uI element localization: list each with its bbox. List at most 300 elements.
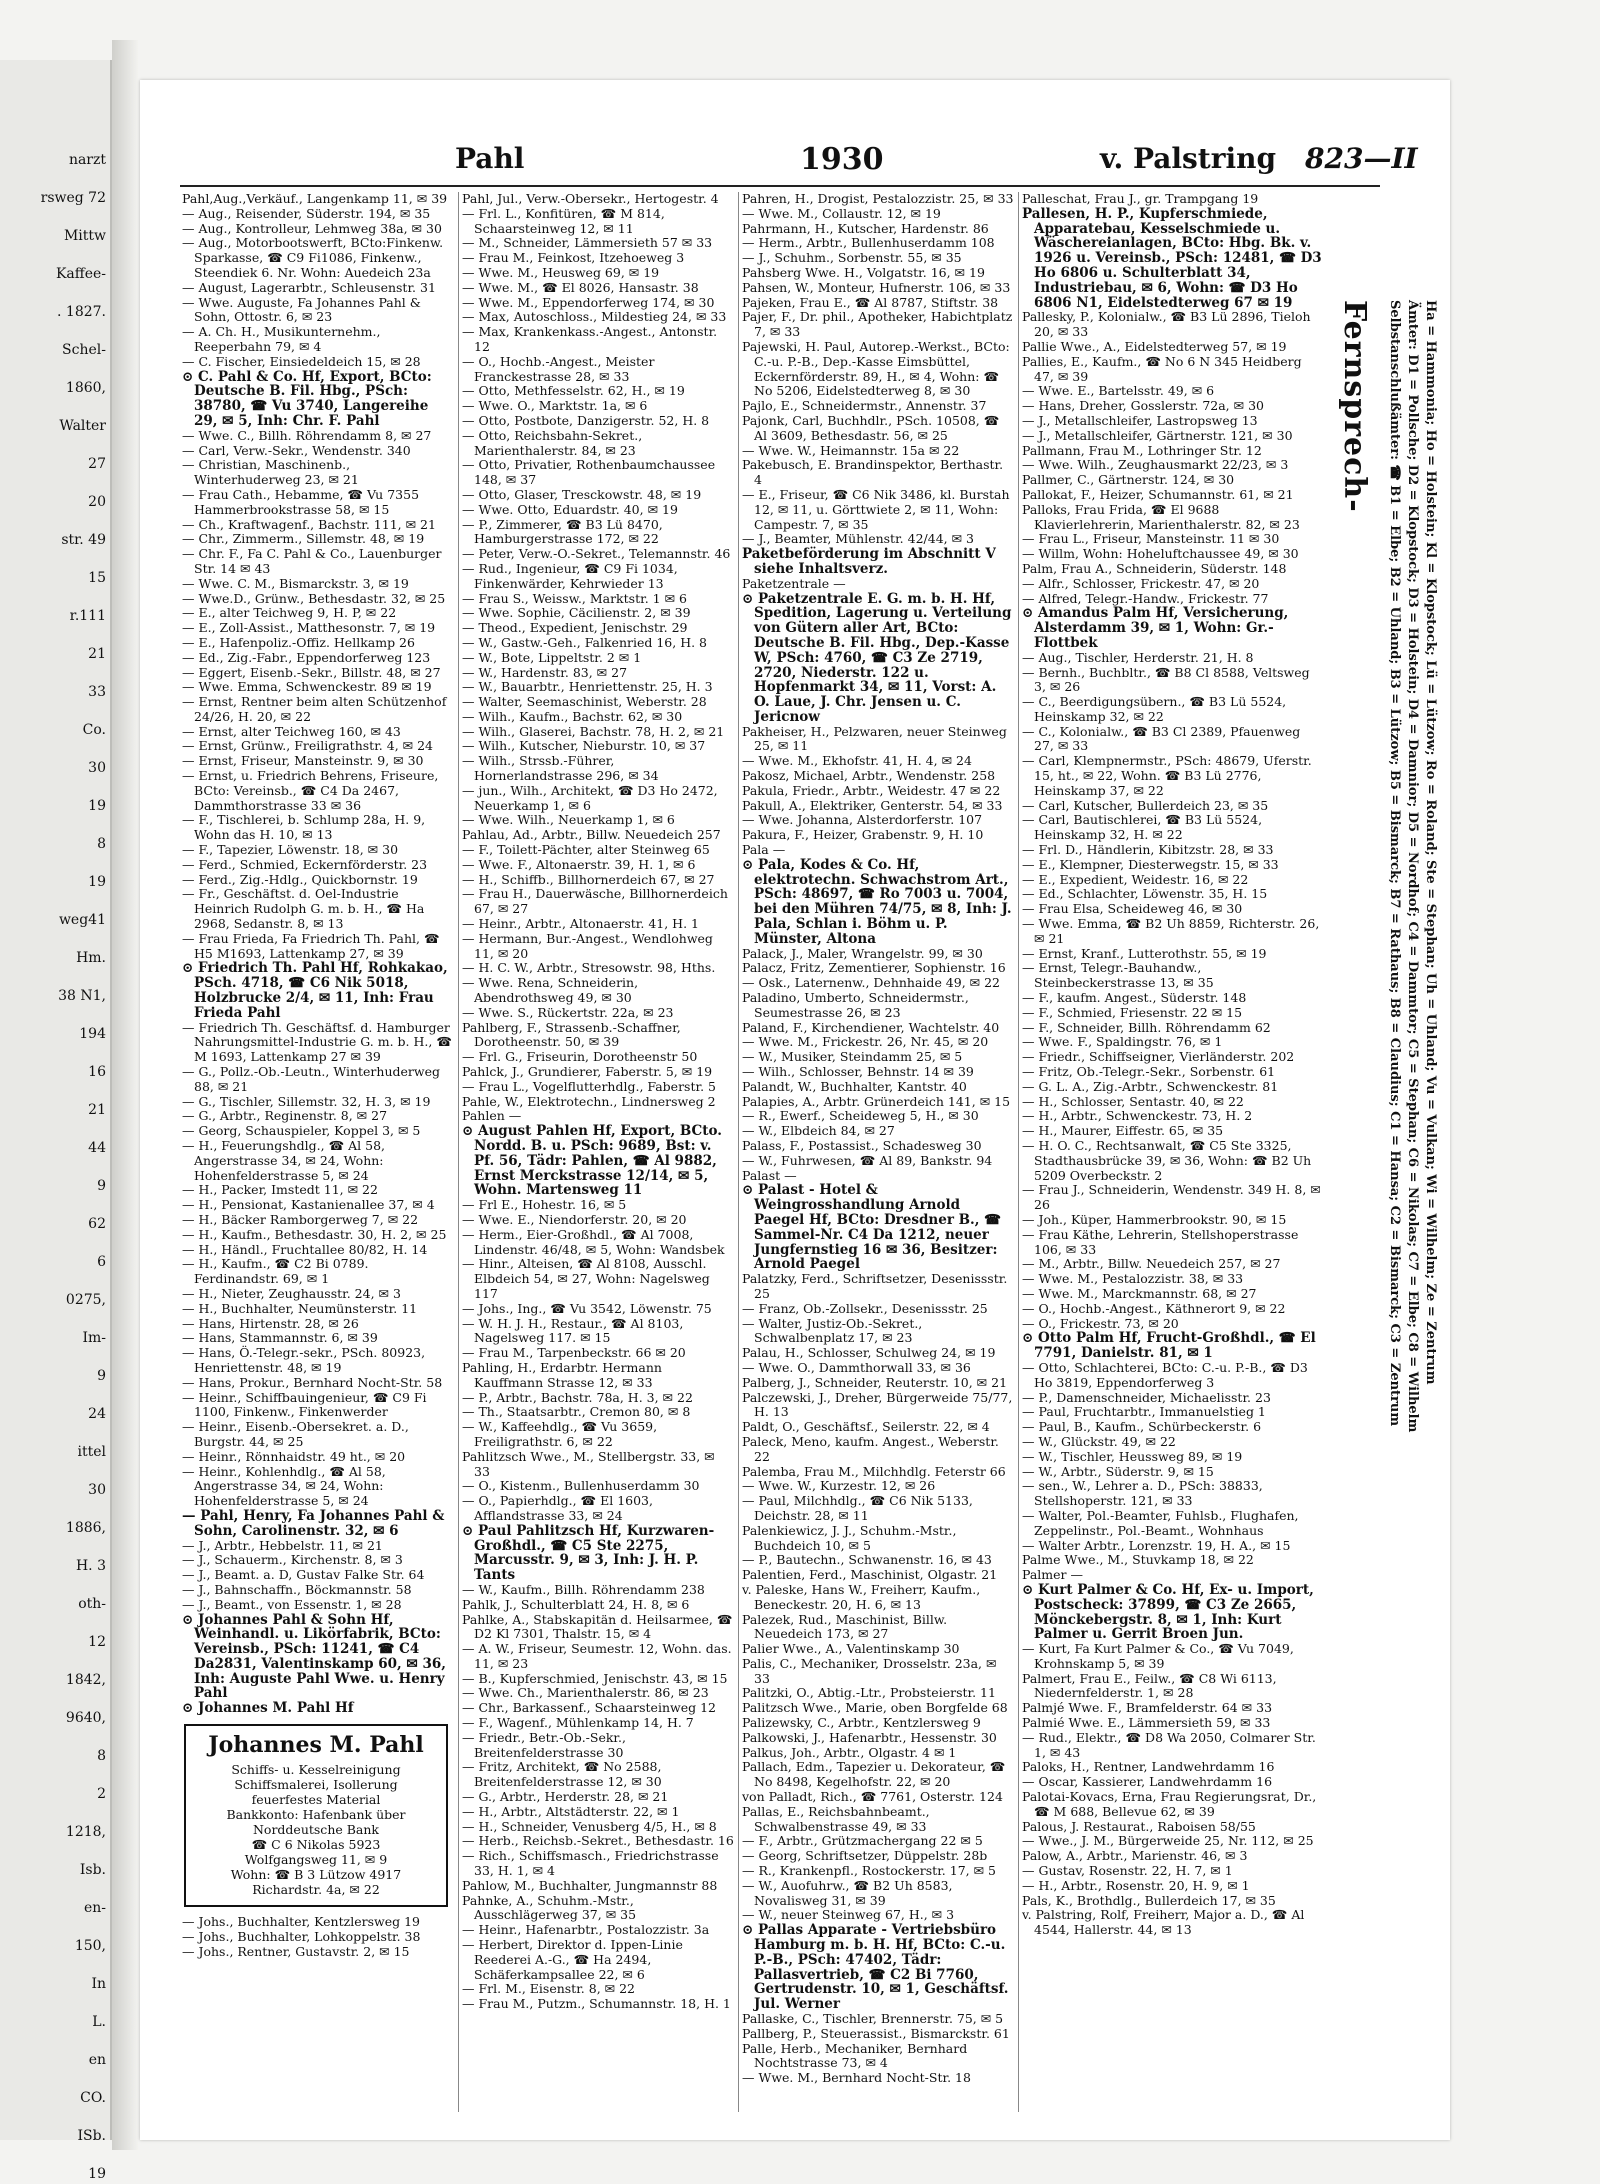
- directory-entry: Palenkiewicz, J. J., Schuhm.-Mstr., Buchdeich 10, ✉ 5: [742, 1522, 957, 1553]
- directory-entry: Palemba, Frau M., Milchhdlg. Feterstr 66: [742, 1463, 1006, 1479]
- directory-entry: — Theod., Expedient, Jenischstr. 29: [462, 620, 688, 636]
- directory-entry: Palme Wwe., M., Stuvkamp 18, ✉ 22: [1022, 1552, 1254, 1568]
- directory-entry: — Hans, Dreher, Gosslerstr. 72a, ✉ 30: [1022, 398, 1264, 414]
- directory-entry: — Frau Frieda, Fa Friedrich Th. Pahl, ☎ H5 M1693, Lattenkamp 27, ✉ 39: [182, 930, 440, 961]
- column-4-entries: [1022, 192, 1322, 1938]
- directory-entry: — J., Metallschleifer, Gärtnerstr. 121, ✉ 30: [1022, 427, 1293, 443]
- directory-entry: — Frau H., Dauerwäsche, Billhornerdeich 67, ✉ 27: [462, 886, 728, 917]
- directory-entry: — Johs., Rentner, Gustavstr. 2, ✉ 15: [182, 1943, 410, 1959]
- directory-entry: — Georg, Schriftsetzer, Düppelstr. 28b: [742, 1848, 988, 1864]
- directory-entry: — Rud., Elektr., ☎ D8 Wa 2050, Colmarer Str. 1, ✉ 43: [1022, 1729, 1316, 1760]
- directory-entry: — Hans, Ö.-Telegr.-sekr., PSch. 80923, Henriettenstr. 48, ✉ 19: [182, 1345, 426, 1375]
- advertisement-line: Wohn: ☎ B 3 Lützow 4917: [230, 1867, 402, 1883]
- directory-entry: — Hans, Stammannstr. 6, ✉ 39: [182, 1330, 378, 1346]
- directory-entry: — J., Arbtr., Hebbelstr. 11, ✉ 21: [182, 1537, 383, 1553]
- directory-entry: — Aug., Tischler, Herderstr. 21, H. 8: [1022, 649, 1254, 665]
- directory-entry: — A. W., Friseur, Seumestr. 12, Wohn. das. 11, ✉ 23: [462, 1641, 732, 1671]
- directory-entry: ⊙ Pala, Kodes & Co. Hf, elektrotechn. Schwachstrom Art., PSch: 48697, ☎ Ro 7003 u. 7004, bei den Mühren 74/75, ✉ 8, Inh: J. Pala, Schlan i. Böhm u. P. Münster, Altona: [742, 856, 1012, 947]
- directory-entry: — Ed., Schlachter, Löwenstr. 35, H. 15: [1022, 886, 1268, 902]
- previous-page-fragment: 9: [97, 1178, 106, 1194]
- directory-entry: — R., Krankenpfl., Rostockerstr. 17, ✉ 5: [742, 1863, 996, 1879]
- directory-entry: — Walter, Pol.-Beamter, Fuhlsb., Flughafen, Zeppelinstr., Pol.-Beamt., Wohnhaus: [1022, 1507, 1299, 1538]
- directory-entry: Palberg, J., Schneider, Reuterstr. 10, ✉ 21: [742, 1374, 1008, 1390]
- column-2-entries: [462, 192, 734, 2012]
- directory-entry: — Chr. F., Fa C. Pahl & Co., Lauenburger Str. 14 ✉ 43: [182, 546, 442, 576]
- directory-entry: ⊙ August Pahlen Hf, Export, BCto. Nordd. B. u. PSch: 9689, Bst: v. Pf. 56, Tädr: Pahlen, ☎ Al 9882, Ernst Merckstrasse 12/14, ✉ 5, Wohn. Martensweg 11: [462, 1123, 722, 1199]
- directory-entry: — M., Schneider, Lämmersieth 57 ✉ 33: [462, 235, 713, 251]
- directory-entry: — Otto, Glaser, Tresckowstr. 48, ✉ 19: [462, 486, 702, 502]
- directory-entry: — Frl. D., Händlerin, Kibitzstr. 28, ✉ 33: [1022, 842, 1274, 858]
- advertisement-line: Schiffs- u. Kesselreinigung: [231, 1762, 401, 1778]
- directory-entry: Palis, C., Mechaniker, Drosselstr. 23a, ✉ 33: [742, 1655, 997, 1686]
- directory-entry: — Herb., Reichsb.-Sekret., Bethesdastr. 16: [462, 1833, 734, 1849]
- directory-entry: — F., Toilett-Pächter, alter Steinweg 65: [462, 842, 710, 858]
- directory-entry: — Ernst, Friseur, Mansteinstr. 9, ✉ 30: [182, 753, 424, 769]
- directory-entry: — J., Schauerm., Kirchenstr. 8, ✉ 3: [182, 1552, 403, 1568]
- previous-page-fragment: 194: [79, 1026, 106, 1042]
- advertisement-line: feuerfestes Material: [251, 1792, 381, 1808]
- directory-entry: — Otto, Privatier, Rothenbaumchaussee 148, ✉ 37: [462, 457, 716, 488]
- directory-entry: Palczewski, J., Dreher, Bürgerweide 75/77, H. 13: [742, 1389, 1013, 1420]
- directory-entry: ⊙ C. Pahl & Co. Hf, Export, BCto: Deutsche B. Fil. Hbg., PSch: 38780, ☎ Vu 3740, Langereihe 29, ✉ 5, Inh: Chr. F. Pahl: [182, 368, 432, 429]
- directory-entry: — E., Hafenpoliz.-Offiz. Hellkamp 26: [182, 634, 415, 650]
- advertisement-line: Richardstr. 4a, ✉ 22: [252, 1882, 380, 1898]
- directory-entry: — Frl. M., Eisenstr. 8, ✉ 22: [462, 1981, 636, 1997]
- directory-entry: — Ernst, Grünw., Freiligrathstr. 4, ✉ 24: [182, 738, 433, 754]
- column-1: [182, 192, 459, 2112]
- directory-entry: Pahl,Aug.,Verkäuf., Langenkamp 11, ✉ 39: [182, 191, 448, 206]
- directory-entry: — P., Bautechn., Schwanenstr. 16, ✉ 43: [742, 1552, 992, 1568]
- directory-entry: — Hans, Prokur., Bernhard Nocht-Str. 58: [182, 1374, 443, 1390]
- advertisement-line: Wolfgangsweg 11, ✉ 9: [244, 1852, 388, 1868]
- directory-entry: Pallesky, P., Kolonialw., ☎ B3 Lü 2896, Tieloh 20, ✉ 33: [1022, 309, 1311, 340]
- directory-entry: Pallesen, H. P., Kupferschmiede, Apparatebau, Kesselschmiede u. Wäschereianlagen, BCto: Hbg. Bk. v. 1926 u. Vereinsb., PSch: 12481, ☎ D3 Ho 6806 u. Schulterblatt 34, Industriebau, ✉ 6, Wohn: ☎ D3 Ho 6806 N1, Eidelstedterweg 67 ✉ 19: [1022, 205, 1322, 311]
- directory-entry: Palentien, Ferd., Maschinist, Olgastr. 21: [742, 1567, 998, 1583]
- directory-entry: — H., Nieter, Zeughausstr. 24, ✉ 3: [182, 1285, 401, 1301]
- previous-page-fragment: en: [88, 2052, 106, 2068]
- directory-entry: — Eggert, Eisenb.-Sekr., Billstr. 48, ✉ 27: [182, 664, 441, 680]
- directory-entry: — Frau J., Schneiderin, Wendenstr. 349 H. 8, ✉ 26: [1022, 1182, 1321, 1213]
- directory-entry: — Wwe., J. M., Bürgerweide 25, Nr. 112, ✉ 25: [1022, 1833, 1314, 1849]
- directory-entry: v. Palstring, Rolf, Freiherr, Major a. D., ☎ Al 4544, Hallerstr. 44, ✉ 13: [1022, 1907, 1305, 1938]
- directory-entry: — Wwe. S., Rückertstr. 22a, ✉ 23: [462, 1004, 674, 1020]
- directory-entry: Pallberg, P., Steuerassist., Bismarckstr. 61: [742, 2025, 1010, 2041]
- directory-entry: Pakura, F., Heizer, Grabenstr. 9, H. 10: [742, 827, 984, 843]
- directory-entry: — Max, Autoschloss., Mildestieg 24, ✉ 33: [462, 309, 727, 325]
- directory-entry: — G. L. A., Zig.-Arbtr., Schwenckestr. 81: [1022, 1078, 1279, 1094]
- directory-entry: — Otto, Schlachterei, BCto: C.-u. P.-B., ☎ D3 Ho 3819, Eppendorferweg 3: [1022, 1359, 1308, 1390]
- directory-entry: — Heinr., Kohlenhdlg., ☎ Al 58, Angerstrasse 34, ✉ 24, Wohn: Hohenfelderstrasse 5, ✉ 24: [182, 1463, 386, 1509]
- directory-entry: — Otto, Postbote, Danzigerstr. 52, H. 8: [462, 412, 710, 428]
- book-gutter: [112, 40, 138, 2150]
- directory-entry: Pahren, H., Drogist, Pestalozzistr. 25, ✉ 33: [742, 191, 1014, 206]
- directory-entry: — F., Tischlerei, b. Schlump 28a, H. 9, Wohn das H. 10, ✉ 13: [182, 812, 426, 843]
- previous-page-fragment: 6: [97, 1254, 106, 1270]
- directory-entry: — H., Feuerungshdlg., ☎ Al 58, Angerstrasse 34, ✉ 24, Wohn: Hohenfelderstrasse 5, ✉ 24: [182, 1138, 386, 1183]
- previous-page-fragment: 150,: [74, 1938, 106, 1954]
- directory-entry: — W., Tischler, Heussweg 89, ✉ 19: [1022, 1448, 1243, 1464]
- directory-entry: — Walter Arbtr., Lorenzstr. 19, H. A., ✉ 15: [1022, 1537, 1291, 1553]
- directory-entry: Pakull, A., Elektriker, Genterstr. 54, ✉ 33: [742, 797, 1003, 813]
- directory-entry: — M., Arbtr., Billw. Neuedeich 257, ✉ 27: [1022, 1256, 1281, 1272]
- advertisement-line: Schiffsmalerei, Isollerung: [234, 1777, 398, 1793]
- legend-line-1: Selbstanschlußämter: ☎ B1 = Elbe; B2 = Uhland; B3 = Lützow; B5 = Bismarck; B7 = Rathaus; B8 = Claudius; C1 = Hansa; C2 = Bismarck; C3 = Zentrum: [1387, 300, 1402, 1427]
- directory-entry: — Ernst, alter Teichweg 160, ✉ 43: [182, 723, 401, 739]
- previous-page-fragment: 19: [88, 2166, 106, 2182]
- directory-entry: — J., Beamt. a. D, Gustav Falke Str. 64: [182, 1567, 425, 1583]
- previous-page-fragment: Im-: [82, 1330, 106, 1346]
- directory-entry: — Wwe. C., Billh. Röhrendamm 8, ✉ 27: [182, 427, 432, 443]
- directory-entry: — Frau S., Weissw., Marktstr. 1 ✉ 6: [462, 590, 687, 606]
- directory-entry: Pallmer, C., Gärtnerstr. 124, ✉ 30: [1022, 472, 1235, 488]
- directory-entry: — Frau M., Putzm., Schumannstr. 18, H. 1: [462, 1996, 731, 2012]
- previous-page-fragment: Isb.: [79, 1862, 106, 1878]
- directory-entry: — Wwe. Wilh., Neuerkamp 1, ✉ 6: [462, 812, 675, 828]
- directory-entry: — Aug., Kontrolleur, Lehmweg 38a, ✉ 30: [182, 220, 442, 236]
- directory-entry: — Wwe. M., Bernhard Nocht-Str. 18: [742, 2070, 971, 2086]
- directory-entry: ⊙ Paketzentrale E. G. m. b. H. Hf, Spedition, Lagerung u. Verteilung von Gütern aller Art, BCto: Deutsche B. Fil. Hbg., Dep.-Kasse W, PSch: 4760, ☎ C3 Ze 2719, 2720, Niederstr. 122 u. Hopfenmarkt 34, ✉ 11, Vorst: A. O. Laue, J. Chr. Jensen u. C. Jericnow: [742, 590, 1012, 725]
- directory-entry: — P., Arbtr., Bachstr. 78a, H. 3, ✉ 22: [462, 1389, 693, 1405]
- directory-entry: — Herm., Eier-Großhdl., ☎ Al 7008, Lindenstr. 46/48, ✉ 5, Wohn: Wandsbek: [462, 1226, 725, 1257]
- directory-entry: — Kurt, Fa Kurt Palmer & Co., ☎ Vu 7049, Krohnskamp 5, ✉ 39: [1022, 1641, 1294, 1671]
- directory-entry: Palapies, A., Arbtr. Grünerdeich 141, ✉ 15: [742, 1093, 1011, 1109]
- previous-page-fragment: In: [91, 1976, 106, 1992]
- directory-entry: — C. Fischer, Einsiedeldeich 15, ✉ 28: [182, 353, 421, 369]
- directory-entry: — Walter, Seemaschinist, Weberstr. 28: [462, 694, 707, 710]
- directory-entry: — Otto, Reichsbahn-Sekret., Marienthalerstr. 84, ✉ 23: [462, 427, 643, 458]
- directory-entry: — Frau Elsa, Scheideweg 46, ✉ 30: [1022, 901, 1243, 917]
- directory-entry: Pahsen, W., Monteur, Hufnerstr. 106, ✉ 33: [742, 279, 1011, 295]
- directory-entry: — Heinr., Hafenarbtr., Postalozzistr. 3a: [462, 1922, 710, 1938]
- directory-entry: — G., Pollz.-Ob.-Leutn., Winterhuderweg 88, ✉ 21: [182, 1064, 440, 1094]
- previous-page-fragment: 30: [88, 760, 106, 776]
- directory-entry: Pahnke, A., Schuhm.-Mstr., Ausschlägerweg 37, ✉ 35: [462, 1892, 637, 1923]
- directory-entry: — Friedr., Betr.-Ob.-Sekr., Breitenfelderstrasse 30: [462, 1729, 626, 1760]
- directory-entry: — E., Zoll-Assist., Matthesonstr. 7, ✉ 19: [182, 620, 436, 636]
- previous-page-fragment: 8: [97, 836, 106, 852]
- directory-entry: Palleschat, Frau J., gr. Trampgang 19: [1022, 191, 1259, 206]
- directory-entry: — F., Wagenf., Mühlenkamp 14, H. 7: [462, 1715, 694, 1731]
- directory-entry: — H. C. W., Arbtr., Stresowstr. 98, Hths.: [462, 960, 716, 976]
- previous-page-fragment: Kaffee-: [55, 266, 106, 282]
- advertisement-line: Bankkonto: Hafenbank über: [226, 1807, 406, 1823]
- directory-entry: Pallie Wwe., A., Eidelstedterweg 57, ✉ 19: [1022, 338, 1287, 354]
- directory-entry: — Rich., Schiffsmasch., Friedrichstrasse 33, H. 1, ✉ 4: [462, 1848, 719, 1879]
- directory-entry: — Georg, Schauspieler, Koppel 3, ✉ 5: [182, 1123, 421, 1139]
- previous-page-fragment: 15: [88, 570, 106, 586]
- advertisement-title: Johannes M. Pahl: [208, 1732, 424, 1759]
- directory-entry: — O., Kistenm., Bullenhuserdamm 30: [462, 1478, 700, 1494]
- directory-entry: ⊙ Paul Pahlitzsch Hf, Kurzwaren-Großhdl., ☎ C5 Ste 2275, Marcusstr. 9, ✉ 3, Inh: J. H. P. Tants: [462, 1522, 715, 1584]
- telephone-exchange-legend: [1332, 300, 1440, 2060]
- directory-entry: — H., Arbtr., Rosenstr. 20, H. 9, ✉ 1: [1022, 1877, 1250, 1893]
- directory-entry: — W., Fuhrwesen, ☎ Al 89, Bankstr. 94: [742, 1152, 993, 1168]
- directory-entry: — O., Hochb.-Angest., Meister Franckestrasse 28, ✉ 33: [462, 353, 655, 384]
- directory-entry: Palkus, Joh., Arbtr., Olgastr. 4 ✉ 1: [742, 1744, 957, 1760]
- directory-entry: — W., neuer Steinweg 67, H., ✉ 3: [742, 1907, 955, 1923]
- previous-page-fragment: 1842,: [65, 1672, 106, 1688]
- directory-entry: — Wwe. Ch., Marienthalerstr. 86, ✉ 23: [462, 1685, 709, 1701]
- directory-entry: — P., Damenschneider, Michaelisstr. 23: [1022, 1389, 1271, 1405]
- directory-entry: — J., Schuhm., Sorbenstr. 55, ✉ 35: [742, 250, 962, 266]
- directory-entry: ⊙ Pallas Apparate - Vertriebsbüro Hamburg m. b. H. Hf, BCto: C.-u. P.-B., PSch: 47402, Tädr: Pallasvertrieb, ☎ C2 Bi 7760, Gertrudenstr. 10, ✉ 1, Geschäftsf. Jul. Werner: [742, 1922, 1009, 2013]
- directory-entry: Pahle, W., Elektrotechn., Lindnersweg 2: [462, 1093, 716, 1109]
- previous-page-fragment: 12: [88, 1634, 106, 1650]
- previous-page-fragment: str. 49: [61, 532, 106, 548]
- header-left-keyword: Pahl: [455, 142, 525, 175]
- directory-entry: Paloks, H., Rentner, Landwehrdamm 16: [1022, 1759, 1275, 1775]
- directory-entry: Pakebusch, E. Brandinspektor, Berthastr. 4: [742, 457, 1004, 488]
- directory-entry: — Wwe. Wilh., Zeughausmarkt 22/23, ✉ 3: [1022, 457, 1289, 473]
- directory-entry: Palack, J., Maler, Wrangelstr. 99, ✉ 30: [742, 945, 983, 961]
- directory-entry: — B., Kupferschmied, Jenischstr. 43, ✉ 15: [462, 1670, 728, 1686]
- directory-entry: — Wwe. M., Heusweg 69, ✉ 19: [462, 264, 660, 280]
- directory-entry: — H., Buchhalter, Neumünsterstr. 11: [182, 1300, 418, 1316]
- directory-entry: — Johs., Ing., ☎ Vu 3542, Löwenstr. 75: [462, 1300, 712, 1316]
- directory-entry: — Frl. G., Friseurin, Dorotheenstr 50: [462, 1049, 698, 1065]
- directory-entry: — Wilh., Kutscher, Nieburstr. 10, ✉ 37: [462, 738, 706, 754]
- directory-entry: Palau, H., Schlosser, Schulweg 24, ✉ 19: [742, 1345, 996, 1361]
- previous-page-fragment: 33: [88, 684, 106, 700]
- directory-entry: — H., Händl., Fruchtallee 80/82, H. 14: [182, 1241, 428, 1257]
- directory-entry: — Carl, Bautischlerei, ☎ B3 Lü 5524, Heinskamp 32, H. ✉ 22: [1022, 812, 1263, 843]
- directory-entry: Palotai-Kovacs, Erna, Frau Regierungsrat, Dr., ☎ M 688, Bellevue 62, ✉ 39: [1022, 1789, 1317, 1819]
- directory-entry: — Wilh., Glaserei, Bachstr. 78, H. 2, ✉ 21: [462, 723, 725, 739]
- directory-entry: — Carl, Kutscher, Bullerdeich 23, ✉ 35: [1022, 797, 1269, 813]
- directory-entry: — J., Bahnschaffn., Böckmannstr. 58: [182, 1581, 412, 1597]
- directory-entry: Pakheiser, H., Pelzwaren, neuer Steinweg 25, ✉ 11: [742, 723, 1007, 754]
- directory-entry: ⊙ Otto Palm Hf, Frucht-Großhdl., ☎ El 7791, Danielstr. 81, ✉ 1: [1022, 1330, 1316, 1362]
- directory-entry: — Wwe. W., Heimannstr. 15a ✉ 22: [742, 442, 960, 458]
- previous-page-fragment: 1886,: [65, 1520, 106, 1536]
- directory-entry: — R., Ewerf., Scheideweg 5, H., ✉ 30: [742, 1108, 979, 1124]
- directory-entry: Pajeken, Frau E., ☎ Al 8787, Stiftstr. 38: [742, 294, 999, 310]
- directory-entry: — Ernst, Telegr.-Bauhandw., Steinbeckerstrasse 13, ✉ 35: [1022, 960, 1214, 991]
- directory-entry: — Wilh., Schlosser, Behnstr. 14 ✉ 39: [742, 1064, 974, 1080]
- directory-entry: Paketbeförderung im Abschnitt V siehe Inhaltsverz.: [742, 546, 996, 577]
- directory-entry: — Paul, Milchhdlg., ☎ C6 Nik 5133, Deichstr. 28, ✉ 11: [742, 1493, 973, 1523]
- directory-entry: — Peter, Verw.-O.-Sekret., Telemannstr. 46: [462, 546, 731, 562]
- directory-entry: — jun., Wilh., Architekt, ☎ D3 Ho 2472, Neuerkamp 1, ✉ 6: [462, 782, 718, 813]
- previous-page-fragment: en-: [83, 1900, 106, 1916]
- directory-entry: Paland, F., Kirchendiener, Wachtelstr. 40: [742, 1019, 1000, 1035]
- header-right-keyword: v. Palstring: [1100, 142, 1277, 175]
- directory-entry: Pallach, Edm., Tapezier u. Dekorateur, ☎ No 8498, Kegelhofstr. 22, ✉ 20: [742, 1759, 1006, 1790]
- directory-entry: — Ernst, u. Friedrich Behrens, Friseure, BCto: Vereinsb., ☎ C4 Da 2467, Dammthorstrasse 33 ✉ 36: [182, 768, 439, 813]
- directory-entry: Pahlck, J., Grundierer, Faberstr. 5, ✉ 19: [462, 1064, 713, 1080]
- page-header: [180, 142, 1418, 180]
- directory-entry: — Hermann, Bur.-Angest., Wendlohweg 11, ✉ 20: [462, 930, 713, 961]
- previous-page-fragment: r.111: [69, 608, 106, 624]
- directory-entry: — C., Kolonialw., ☎ B3 Cl 2389, Pfauenweg 27, ✉ 33: [1022, 723, 1301, 754]
- directory-entry: Pallmann, Frau M., Lothringer Str. 12: [1022, 442, 1262, 458]
- directory-entry: — Pahl, Henry, Fa Johannes Pahl & Sohn, Carolinenstr. 32, ✉ 6: [182, 1507, 445, 1539]
- directory-entry: v. Paleske, Hans W., Freiherr, Kaufm., Beneckestr. 20, H. 6, ✉ 13: [742, 1581, 981, 1612]
- directory-entry: — Franz, Ob.-Zollsekr., Desenissstr. 25: [742, 1300, 988, 1316]
- directory-entry: — H. O. C., Rechtsanwalt, ☎ C5 Ste 3325, Stadthausbrücke 39, ✉ 36, Wohn: ☎ B2 Uh 5209 Overbeckstr. 2: [1022, 1138, 1312, 1183]
- directory-entry: — Rud., Ingenieur, ☎ C9 Fi 1034, Finkenwärder, Kehrwieder 13: [462, 560, 678, 591]
- directory-entry: Pahlk, J., Schulterblatt 24, H. 8, ✉ 6: [462, 1596, 690, 1612]
- header-page-number: 823—II: [1305, 142, 1418, 175]
- previous-page-fragment: Walter: [59, 418, 106, 434]
- previous-page-fragment: Mittw: [63, 228, 106, 244]
- previous-page-fragment: 20: [88, 494, 106, 510]
- directory-entry: — Gustav, Rosenstr. 22, H. 7, ✉ 1: [1022, 1863, 1233, 1879]
- directory-entry: — Herbert, Direktor d. Ippen-Linie Reederei A.-G., ☎ Ha 2494, Schäferkampsallee 22, ✉ 6: [462, 1937, 683, 1982]
- directory-entry: — Wwe. C. M., Bismarckstr. 3, ✉ 19: [182, 575, 409, 591]
- directory-entry: — Heinr., Schiffbauingenieur, ☎ C9 Fi 1100, Finkenw., Finkenwerder: [182, 1389, 427, 1420]
- directory-entry: ⊙ Johannes M. Pahl Hf: [182, 1700, 354, 1717]
- directory-entry: — Frau Cath., Hebamme, ☎ Vu 7355 Hammerbrookstrasse 58, ✉ 15: [182, 486, 420, 517]
- directory-entry: — W., Musiker, Steindamm 25, ✉ 5: [742, 1049, 963, 1065]
- directory-entry: — Paul, B., Kaufm., Schürbeckerstr. 6: [1022, 1419, 1262, 1435]
- directory-entry: Pakula, Friedr., Arbtr., Weidestr. 47 ✉ 22: [742, 782, 1001, 798]
- previous-page-fragment: 21: [88, 1102, 106, 1118]
- previous-page-fragment: narzt: [68, 152, 106, 168]
- directory-entry: — H., Schiffb., Billhornerdeich 67, ✉ 27: [462, 871, 715, 887]
- directory-entry: — Frau L., Vogelflutterhdlg., Faberstr. 5: [462, 1078, 716, 1094]
- directory-entry: — Alfr., Schlosser, Frickestr. 47, ✉ 20: [1022, 575, 1260, 591]
- directory-entry: Palle, Herb., Mechaniker, Bernhard Nochtstrasse 73, ✉ 4: [742, 2040, 968, 2071]
- directory-entry: — Frau M., Feinkost, Itzehoeweg 3: [462, 250, 685, 266]
- directory-entry: — Johs., Buchhalter, Kentzlersweg 19: [182, 1914, 420, 1930]
- directory-entry: — H., Packer, Imstedt 11, ✉ 22: [182, 1182, 378, 1198]
- directory-entry: — Wwe. M., Ekhofstr. 41, H. 4, ✉ 24: [742, 753, 972, 769]
- column-1-entries: [182, 192, 454, 1716]
- directory-entry: Palatzky, Ferd., Schriftsetzer, Desenissstr. 25: [742, 1271, 1008, 1301]
- directory-entry: Pajonk, Carl, Buchhdlr., PSch. 10508, ☎ Al 3609, Bethesdastr. 56, ✉ 25: [742, 412, 1000, 443]
- directory-entry: — H., Kaufm., ☎ C2 Bi 0789. Ferdinandstr. 69, ✉ 1: [182, 1256, 369, 1287]
- directory-entry: Pallies, E., Kaufm., ☎ No 6 N 345 Heidberg 47, ✉ 39: [1022, 353, 1302, 384]
- legend-line-3: Ha = Hammonia; Ho = Holstein; Kl = Klopstock; Lü = Lützow; Ro = Roland; Ste = Stephan; Uh = Uhland; Vu = Vulkan; Wi = Wilhelm; Ze = Zentrum: [1423, 300, 1438, 1385]
- directory-entry: — O., Papierhdlg., ☎ El 1603, Afflandstrasse 33, ✉ 24: [462, 1493, 653, 1523]
- directory-entry: — W., Auofuhrw., ☎ B2 Uh 8583, Novalisweg 31, ✉ 39: [742, 1877, 953, 1908]
- previous-page-fragment: 30: [88, 1482, 106, 1498]
- directory-entry: — Osk., Laternenw., Dehnhaide 49, ✉ 22: [742, 975, 1001, 991]
- previous-page-fragment: 19: [88, 874, 106, 890]
- directory-entry: — H., Maurer, Eiffestr. 65, ✉ 35: [1022, 1123, 1224, 1139]
- directory-entry: — Heinr., Rönnhaidstr. 49 ht., ✉ 20: [182, 1448, 406, 1464]
- directory-entry: — Carl, Verw.-Sekr., Wendenstr. 340: [182, 442, 411, 458]
- directory-entry: — Wwe. Otto, Eduardstr. 40, ✉ 19: [462, 501, 678, 517]
- directory-entry: — W., Gastw.-Geh., Falkenried 16, H. 8: [462, 634, 707, 650]
- directory-entry: Pahling, H., Erdarbtr. Hermann Kauffmann Strasse 12, ✉ 33: [462, 1359, 662, 1390]
- directory-entry: Pahlitzsch Wwe., M., Stellbergstr. 33, ✉ 33: [462, 1448, 715, 1479]
- previous-page-fragment: 19: [88, 798, 106, 814]
- directory-entry: — Ferd., Schmied, Eckernförderstr. 23: [182, 856, 428, 872]
- column-3: [742, 192, 1019, 2112]
- directory-entry: Paladino, Umberto, Schneidermstr., Seumestrasse 26, ✉ 23: [742, 990, 969, 1020]
- directory-entry: — W., Glückstr. 49, ✉ 22: [1022, 1433, 1176, 1449]
- directory-entry: — Walter, Justiz-Ob.-Sekret., Schwalbenplatz 17, ✉ 23: [742, 1315, 923, 1346]
- previous-page-strip: [0, 60, 112, 2182]
- directory-entry: Pahl, Jul., Verw.-Obersekr., Hertogestr. 4: [462, 191, 719, 206]
- previous-page-fragment: ISb.: [77, 2128, 106, 2144]
- directory-entry: — Chr., Barkassenf., Schaarsteinweg 12: [462, 1700, 716, 1716]
- directory-entry: Palitzsch Wwe., Marie, oben Borgfelde 68: [742, 1700, 1008, 1716]
- previous-page-fragment: ittel: [77, 1444, 106, 1460]
- directory-entry: Paldt, O., Geschäftsf., Seilerstr. 22, ✉ 4: [742, 1419, 990, 1435]
- directory-entry: — Wwe.D., Grünw., Bethesdastr. 32, ✉ 25: [182, 590, 446, 606]
- previous-page-fragment: 27: [88, 456, 106, 472]
- directory-entry: — F., Schmied, Friesenstr. 22 ✉ 15: [1022, 1004, 1243, 1020]
- directory-entry: — Frau Käthe, Lehrerin, Stellshoperstrasse 106, ✉ 33: [1022, 1226, 1299, 1257]
- directory-entry: — Frau L., Friseur, Mansteinstr. 11 ✉ 30: [1022, 531, 1280, 547]
- directory-entry: Palitzki, O., Abtig.-Ltr., Probsteierstr. 11: [742, 1685, 996, 1701]
- directory-entry: — W., Kaufm., Billh. Röhrendamm 238: [462, 1581, 705, 1597]
- directory-entry: ⊙ Johannes Pahl & Sohn Hf, Weinhandl. u. Likörfabrik, BCto: Vereinsb., PSch: 11241, ☎ C4 Da2831, Valentinskamp 60, ✉ 36, Inh: Auguste Pahl Wwe. u. Henry Pahl: [182, 1611, 446, 1702]
- previous-page-fragment: Hm.: [76, 950, 106, 966]
- directory-entry: — Bernh., Buchbltr., ☎ B8 Cl 8588, Veltsweg 3, ✉ 26: [1022, 664, 1310, 695]
- previous-page-fragment: . 1827.: [57, 304, 106, 320]
- directory-entry: Pajer, F., Dr. phil., Apotheker, Habichtplatz 7, ✉ 33: [742, 309, 1013, 340]
- directory-entry: Palmjé Wwe. F., Bramfelderstr. 64 ✉ 33: [1022, 1700, 1273, 1716]
- directory-entry: — F., Schneider, Billh. Röhrendamm 62: [1022, 1019, 1271, 1035]
- directory-entry: — Otto, Methfesselstr. 62, H., ✉ 19: [462, 383, 685, 399]
- directory-entry: — W. H. J. H., Restaur., ☎ Al 8103, Nagelsweg 117. ✉ 15: [462, 1315, 684, 1346]
- previous-page-fragment: 9640,: [65, 1710, 106, 1726]
- directory-entry: — J., Beamter, Mühlenstr. 42/44, ✉ 3: [742, 531, 974, 547]
- directory-entry: — Friedr., Schiffseigner, Vierländerstr. 202: [1022, 1049, 1295, 1065]
- directory-entry: — Wwe. Johanna, Alsterdorferstr. 107: [742, 812, 983, 828]
- directory-entry: — E., Klempner, Diesterwegstr. 15, ✉ 33: [1022, 856, 1279, 872]
- directory-entry: — Wwe. M., ☎ El 8026, Hansastr. 38: [462, 279, 699, 295]
- directory-entry: Pahlow, M., Buchhalter, Jungmannstr 88: [462, 1877, 718, 1893]
- directory-entry: — Fr., Geschäftst. d. Oel-Industrie Heinrich Rudolph G. m. b. H., ☎ Ha 2968, Sedanstr. 8, ✉ 13: [182, 886, 425, 932]
- directory-entry: — Th., Staatsarbtr., Cremon 80, ✉ 8: [462, 1404, 691, 1420]
- directory-entry: — Aug., Reisender, Süderstr. 194, ✉ 35: [182, 205, 431, 221]
- advertisement-box: [184, 1724, 448, 1907]
- directory-entry: Pakosz, Michael, Arbtr., Wendenstr. 258: [742, 768, 996, 784]
- directory-entry: — F., Arbtr., Grützmachergang 22 ✉ 5: [742, 1833, 983, 1849]
- directory-entry: ⊙ Kurt Palmer & Co. Hf, Ex- u. Import, Postscheck: 37899, ☎ C3 Ze 2665, Mönckebergstr. 8, ✉ 1, Inh: Kurt Palmer u. Gerrit Broen Jun.: [1022, 1581, 1314, 1643]
- directory-entry: — Wwe. M., Pestalozzistr. 38, ✉ 33: [1022, 1271, 1244, 1287]
- directory-entry: — Wwe. Emma, Schwenckestr. 89 ✉ 19: [182, 679, 432, 695]
- directory-entry: — sen., W., Lehrer a. D., PSch: 38833, Stellshoperstr. 121, ✉ 33: [1022, 1478, 1263, 1509]
- directory-entry: Pallaske, C., Tischler, Brennerstr. 75, ✉ 5: [742, 2011, 1004, 2027]
- directory-entry: — Aug., Motorbootswerft, BCto:Finkenw. Sparkasse, ☎ C9 Fi1086, Finkenw., Steendiek 6. Nr. Wohn: Auedeich 23a: [182, 235, 444, 280]
- directory-entry: Pallas, E., Reichsbahnbeamt., Schwalbenstrasse 49, ✉ 33: [742, 1803, 930, 1834]
- directory-entry: — Wwe. W., Kurzestr. 12, ✉ 26: [742, 1478, 936, 1494]
- directory-entry: — Wwe. Emma, ☎ B2 Uh 8859, Richterstr. 26, ✉ 21: [1022, 916, 1320, 946]
- directory-entry: Pala —: [742, 842, 786, 858]
- directory-entry: — H., Arbtr., Altstädterstr. 22, ✉ 1: [462, 1803, 680, 1819]
- directory-entry: — Ed., Zig.-Fabr., Eppendorferweg 123: [182, 649, 431, 665]
- directory-entry: — Wilh., Kaufm., Bachstr. 62, ✉ 30: [462, 708, 683, 724]
- directory-entry: — Willm, Wohn: Hoheluftchaussee 49, ✉ 30: [1022, 546, 1299, 562]
- directory-entry: — Wwe. M., Eppendorferweg 174, ✉ 30: [462, 294, 715, 310]
- column-2: [462, 192, 739, 2112]
- directory-entry: — Joh., Küper, Hammerbrookstr. 90, ✉ 15: [1022, 1211, 1287, 1227]
- directory-entry: — Alfred, Telegr.-Handw., Frickestr. 77: [1022, 590, 1269, 606]
- directory-entry: — Hinr., Alteisen, ☎ Al 8108, Ausschl. Elbdeich 54, ✉ 27, Wohn: Nagelsweg 117: [462, 1256, 710, 1301]
- header-year: 1930: [800, 142, 884, 177]
- previous-page-fragment: 24: [88, 1406, 106, 1422]
- directory-entry: — W., Kaffeehdlg., ☎ Vu 3659, Freiligrathstr. 6, ✉ 22: [462, 1419, 658, 1449]
- directory-entry: — W., Bote, Lippeltstr. 2 ✉ 1: [462, 649, 642, 665]
- previous-page-fragment: Co.: [82, 722, 106, 738]
- directory-entry: — August, Lagerarbtr., Schleusenstr. 31: [182, 279, 436, 295]
- directory-entry: — Wwe. F., Spaldingstr. 76, ✉ 1: [1022, 1034, 1223, 1050]
- directory-entry: — Hans, Hirtenstr. 28, ✉ 26: [182, 1315, 359, 1331]
- directory-entry: — G., Tischler, Sillemstr. 32, H. 3, ✉ 19: [182, 1093, 431, 1109]
- directory-entry: — H., Schneider, Venusberg 4/5, H., ✉ 8: [462, 1818, 717, 1834]
- directory-entry: — Chr., Zimmerm., Sillemstr. 48, ✉ 19: [182, 531, 425, 547]
- previous-page-fragment: 2: [97, 1786, 106, 1802]
- previous-page-fragment: 44: [88, 1140, 106, 1156]
- directory-entry: Palkowski, J., Hafenarbtr., Hessenstr. 30: [742, 1729, 997, 1745]
- previous-page-fragment: rsweg 72: [40, 190, 106, 206]
